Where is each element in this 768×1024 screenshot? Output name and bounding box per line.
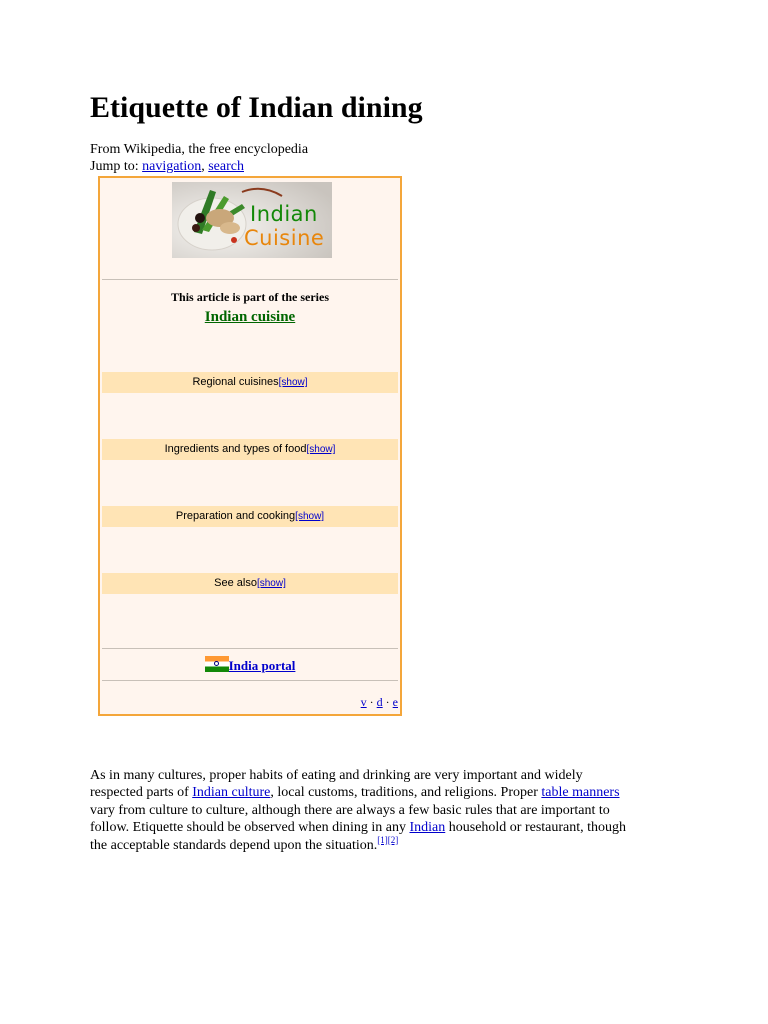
paragraph-text: , local customs, traditions, and religions. Proper	[270, 785, 542, 801]
infobox-divider	[102, 648, 398, 649]
jump-search-link[interactable]: search	[208, 159, 244, 174]
image-text-indian: Indian	[250, 202, 318, 226]
citation-link[interactable]: [2]	[387, 834, 399, 845]
section-label: Ingredients and types of food	[164, 443, 307, 455]
section-see-also[interactable]	[102, 573, 398, 594]
citations	[377, 835, 398, 845]
paragraph-line	[90, 834, 680, 854]
paragraph-text: follow. Etiquette should be observed when dining in any	[90, 820, 410, 836]
edit-template-link[interactable]: e	[392, 695, 398, 709]
portal-row	[100, 656, 400, 674]
show-toggle[interactable]: [show]	[295, 511, 325, 522]
table-manners-link[interactable]: table manners	[541, 785, 620, 801]
image-text-cuisine: Cuisine	[244, 226, 325, 250]
view-template-link[interactable]: v	[360, 695, 367, 709]
page-title: Etiquette of Indian dining	[90, 91, 423, 124]
paragraph-text: household or restaurant, though	[445, 820, 627, 836]
paragraph-text: respected parts of	[90, 785, 193, 801]
section-regional-cuisines[interactable]	[102, 372, 398, 393]
infobox-divider	[102, 279, 398, 280]
paragraph-line	[90, 784, 680, 801]
india-flag-icon	[205, 656, 229, 672]
section-preparation[interactable]	[102, 506, 398, 527]
vde-separator: ·	[366, 695, 377, 709]
jump-to-bar	[90, 158, 244, 175]
citation-link[interactable]: [1]	[377, 834, 388, 845]
discuss-template-link[interactable]: d	[376, 695, 383, 709]
vde-links	[361, 695, 398, 709]
jump-navigation-link[interactable]: navigation	[142, 159, 202, 174]
section-label: See also	[214, 577, 257, 589]
section-ingredients[interactable]	[102, 439, 398, 460]
indian-link[interactable]: Indian	[409, 820, 446, 836]
vde-separator: ·	[382, 695, 393, 709]
section-label: Preparation and cooking	[175, 510, 296, 522]
infobox	[98, 176, 402, 716]
jump-separator: ,	[201, 159, 205, 174]
intro-paragraph	[90, 767, 680, 854]
series-link-container	[100, 309, 400, 326]
paragraph-line	[90, 767, 680, 784]
indian-cuisine-series-link[interactable]: Indian cuisine	[204, 309, 296, 325]
jump-to-label: Jump to:	[90, 159, 139, 174]
paragraph-text: the acceptable standards depend upon the situation.	[90, 837, 378, 853]
show-toggle[interactable]: [show]	[256, 578, 286, 589]
paragraph-text: vary from culture to culture, although there are always a few basic rules that are important to	[90, 802, 610, 818]
show-toggle[interactable]: [show]	[306, 444, 336, 455]
india-portal-link[interactable]: India portal	[228, 658, 296, 673]
paragraph-text: As in many cultures, proper habits of eating and drinking are very important and widely	[90, 768, 583, 783]
site-subtitle: From Wikipedia, the free encyclopedia	[90, 142, 309, 157]
section-label: Regional cuisines	[192, 376, 279, 388]
infobox-divider	[102, 680, 398, 681]
series-caption: This article is part of the series	[171, 290, 329, 304]
indian-cuisine-image[interactable]	[172, 182, 332, 258]
indian-culture-link[interactable]: Indian culture	[192, 785, 271, 801]
show-toggle[interactable]: [show]	[278, 377, 308, 388]
paragraph-line	[90, 802, 680, 819]
